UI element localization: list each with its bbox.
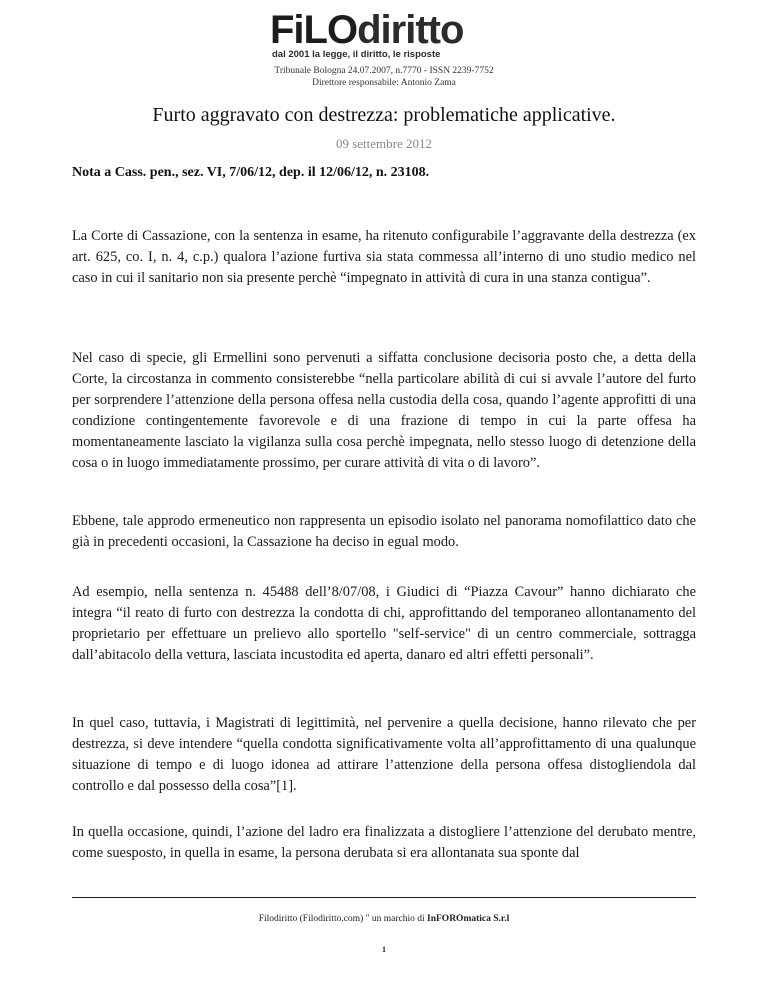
page-number: 1 xyxy=(382,945,386,954)
paragraph: In quel caso, tuttavia, i Magistrati di legittimità, nel pervenire a quella decisione, hanno rilevato che per destrezza, si deve intendere “quella condotta significativamente volta all’approfittamento di una qualunque situazione di tempo e di luogo idonea ad attirare l’attenzione della persona offesa distogliendola dal controllo e dal possesso della cosa”[1]. xyxy=(72,715,696,794)
paragraph: Ad esempio, nella sentenza n. 45488 dell’8/07/08, i Giudici di “Piazza Cavour” hanno dichiarato che integra “il reato di furto con destrezza la condotta di chi, approfittando del temporaneo allontanamento del proprietario per effettuare un prelievo allo sportello "self-service" di un centro commerciale, sottragga dall’abitacolo della vettura, lasciata incustodita ed aperta, danaro ed altri effetti personali”. xyxy=(72,584,696,663)
logo-suffix: diritto xyxy=(357,8,464,52)
footer-brand: InFOROmatica S.r.l xyxy=(427,914,510,924)
registration-info: Tribunale Bologna 24.07.2007, n.7770 - ISSN 2239-7752 xyxy=(274,66,494,76)
filodiritto-logo xyxy=(270,10,510,60)
paragraph: Nel caso di specie, gli Ermellini sono pervenuti a siffatta conclusione decisoria posto che, a detta della Corte, la circostanza in commento consisterebbe “nella particolare abilità di cui si avvale l’autore del furto per sorprendere l’attenzione della persona offesa nella custodia della cosa, quando l’agente approfitti di una condizione contingentemente favorevole e di una frazione di tempo in cui la parte offesa ha momentaneamente lasciato la vigilanza sulla cosa perchè impegnata, nello stesso luogo di detenzione della cosa o in luogo immediatamente prossimo, per curare attività di vita o di lavoro”. xyxy=(72,350,696,471)
paragraph: La Corte di Cassazione, con la sentenza in esame, ha ritenuto configurabile l’aggravante della destrezza (ex art. 625, co. I, n. 4, c.p.) qualora l’azione furtiva sia stata commessa all’interno di uno studio medico nel caso in cui il sanitario non sia presente perchè “impegnato in attività di cura in una stanza contigua”. xyxy=(72,228,696,286)
logo-wordmark xyxy=(270,10,463,50)
article-title: Furto aggravato con destrezza: problematiche applicative. xyxy=(152,104,616,126)
footer-text xyxy=(0,914,768,924)
footer-label: Filodiritto (Filodiritto.com) " un marchio di xyxy=(258,914,428,924)
logo-tagline: dal 2001 la legge, il diritto, le risposte xyxy=(272,49,441,60)
director-info: Direttore responsabile: Antonio Zama xyxy=(312,78,456,88)
article-date: 09 settembre 2012 xyxy=(335,136,433,151)
article-subhead: Nota a Cass. pen., sez. VI, 7/06/12, dep. il 12/06/12, n. 23108. xyxy=(72,165,430,180)
footer-divider xyxy=(72,897,696,898)
paragraph: Ebbene, tale approdo ermeneutico non rappresenta un episodio isolato nel panorama nomofilattico dato che già in precedenti occasioni, la Cassazione ha deciso in egual modo. xyxy=(72,513,696,550)
paragraph: In quella occasione, quindi, l’azione del ladro era finalizzata a distogliere l’attenzione del derubato mentre, come suesposto, in quella in esame, la persona derubata si era allontanata sua sponte dal xyxy=(72,824,696,861)
logo-prefix: FiLO xyxy=(270,8,358,52)
